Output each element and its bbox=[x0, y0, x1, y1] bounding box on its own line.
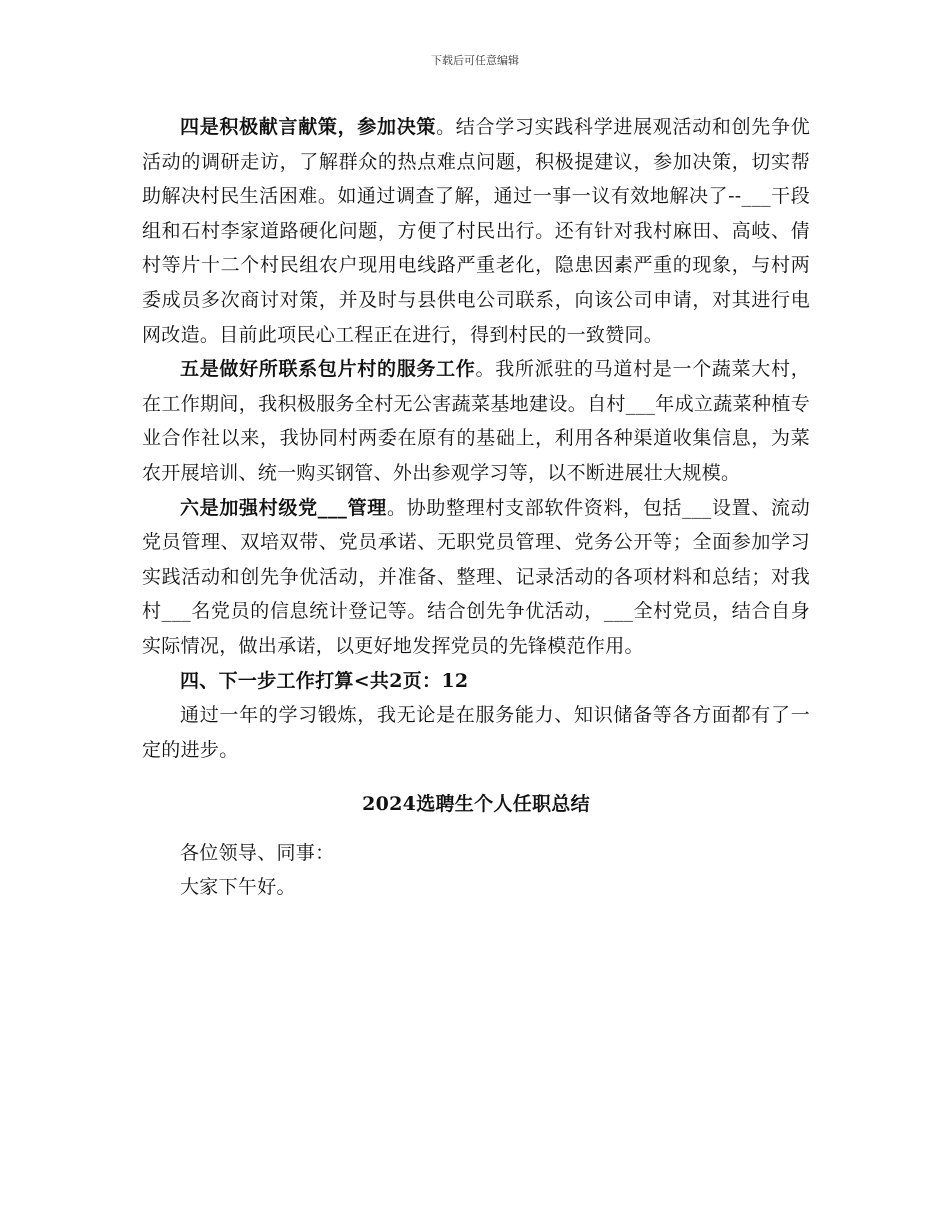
paragraph-item-6 bbox=[142, 491, 810, 664]
paragraph-body: 。我所派驻的马道村是一个蔬菜大村，在工作期间，我积极服务全村无公害蔬菜基地建设。自村___年成立蔬菜种植专业合作社以来，我协同村两委在原有的基础上，利用各种渠道收集信息，为菜农开展培训、统一购买钢管、外出参观学习等，以不断进展壮大规模。 bbox=[142, 358, 810, 484]
greeting-line: 各位领导、同事： bbox=[180, 841, 335, 864]
document-body bbox=[142, 110, 810, 905]
paragraph-lead: 四是积极献言献策，参加决策 bbox=[180, 116, 437, 138]
paragraph-item-4 bbox=[142, 110, 810, 352]
paragraph-lead: 六是加强村级党___管理 bbox=[180, 496, 387, 519]
paragraph-body: 。结合学习实践科学进展观活动和创先争优活动的调研走访，了解群众的热点难点问题，积极提建议，参加决策，切实帮助解决村民生活困难。如通过调查了解，通过一事一议有效地解决了--___干段组和石村李家道路硬化问题，方便了村民出行。还有针对我村麻田、高岐、倩村等片十二个村民组农户现用电线路严重老化，隐患因素严重的现象，与村两委成员多次商讨对策，并及时与县供电公司联系，向该公司申请，对其进行电网改造。目前此项民心工程正在进行，得到村民的一致赞同。 bbox=[142, 116, 811, 346]
paragraph-item-5 bbox=[142, 352, 810, 490]
salutation-line: 大家下午好。 bbox=[180, 876, 296, 899]
closing-paragraph: 通过一年的学习锻炼，我无论是在服务能力、知识储备等各方面都有了一定的进步。 bbox=[142, 704, 810, 761]
document-title: 2024选聘生个人任职总结 bbox=[362, 793, 590, 816]
page-header: 下载后可任意编辑 bbox=[431, 54, 519, 67]
section-heading: 四、下一步工作打算<共2页：12 bbox=[180, 669, 469, 692]
paragraph-lead: 五是做好所联系包片村的服务工作 bbox=[180, 358, 476, 381]
paragraph-body: 。协助整理村支部软件资料，包括___设置、流动党员管理、双培双带、党员承诺、无职党员管理、党务公开等；全面参加学习实践活动和创先争优活动，并准备、整理、记录活动的各项材料和总结；对我村___名党员的信息统计登记等。结合创先争优活动，___全村党员，结合自身实际情况，做出承诺，以更好地发挥党员的先锋模范作用。 bbox=[142, 496, 810, 657]
